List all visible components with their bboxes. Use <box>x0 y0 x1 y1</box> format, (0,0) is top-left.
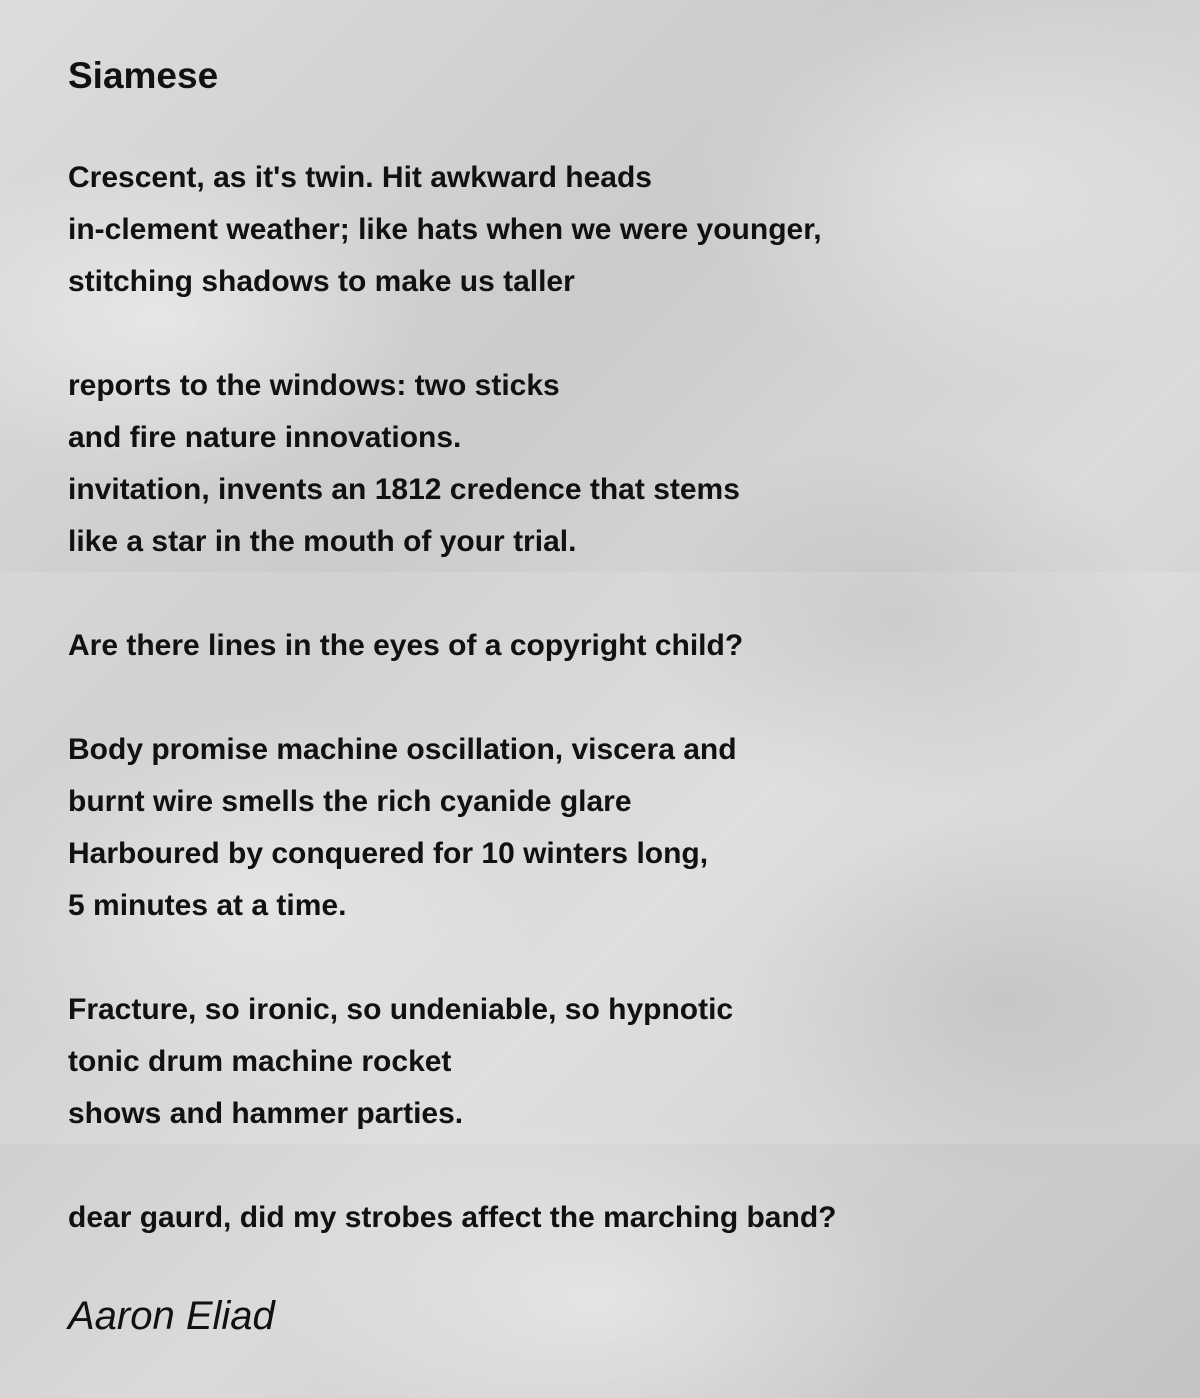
poem-line: Harboured by conquered for 10 winters long, <box>68 837 709 870</box>
poem-author: Aaron Eliad <box>68 1294 275 1338</box>
poem-line: burnt wire smells the rich cyanide glare <box>68 785 632 818</box>
poem-line: invitation, invents an 1812 credence that stems <box>68 473 740 506</box>
poem-body <box>68 152 1148 1244</box>
poem-line: 5 minutes at a time. <box>68 889 347 922</box>
stanza-break <box>68 308 1148 360</box>
poem-line: Body promise machine oscillation, viscera and <box>68 733 737 766</box>
poem-line: stitching shadows to make us taller <box>68 265 575 298</box>
poem-line: reports to the windows: two sticks <box>68 369 560 402</box>
poem-line: Fracture, so ironic, so undeniable, so hypnotic <box>68 993 734 1026</box>
poem-line: dear gaurd, did my strobes affect the marching band? <box>68 1201 837 1234</box>
poem-line: like a star in the mouth of your trial. <box>68 525 577 558</box>
poem-line: shows and hammer parties. <box>68 1097 464 1130</box>
poem-line: tonic drum machine rocket <box>68 1045 452 1078</box>
poem-line: in-clement weather; like hats when we were younger, <box>68 213 822 246</box>
poem-title: Siamese <box>68 55 219 96</box>
poem-line: Are there lines in the eyes of a copyright child? <box>68 629 744 662</box>
stanza-break <box>68 672 1148 724</box>
poem-line: and fire nature innovations. <box>68 421 462 454</box>
stanza-break <box>68 568 1148 620</box>
poem-line: Crescent, as it's twin. Hit awkward heads <box>68 161 652 194</box>
stanza-break <box>68 932 1148 984</box>
stanza-break <box>68 1140 1148 1192</box>
poem-container <box>68 52 1148 1344</box>
